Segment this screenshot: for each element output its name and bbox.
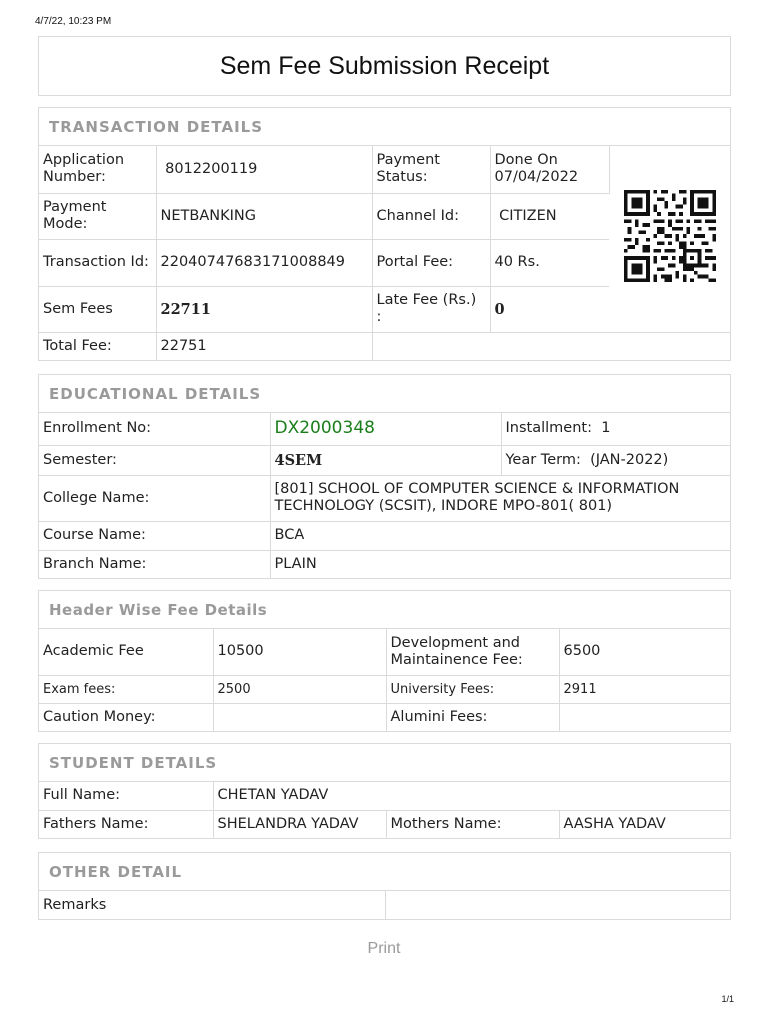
transaction-table — [39, 146, 730, 360]
education-table — [39, 413, 730, 578]
mother-name-label: Mothers Name: — [386, 810, 559, 838]
fee-details-section — [38, 590, 731, 732]
other-detail-section — [38, 852, 731, 920]
installment-cell — [501, 413, 730, 445]
other-table — [39, 891, 730, 919]
student-table — [39, 782, 730, 838]
student-details-heading: STUDENT DETAILS — [39, 744, 730, 782]
enrollment-label: Enrollment No: — [39, 413, 270, 445]
year-term-value: (JAN-2022) — [590, 451, 669, 468]
table-row — [39, 703, 730, 731]
transaction-id-label: Transaction Id: — [39, 239, 156, 286]
total-fee-value: 22751 — [156, 332, 372, 360]
academic-fee-label: Academic Fee — [39, 629, 213, 675]
channel-id-label: Channel Id: — [372, 193, 490, 239]
payment-mode-value: NETBANKING — [156, 193, 372, 239]
other-detail-heading: OTHER DETAIL — [39, 853, 730, 891]
fee-details-heading: Header Wise Fee Details — [39, 591, 730, 629]
portal-fee-value: 40 Rs. — [490, 239, 609, 286]
educational-details-section — [38, 374, 731, 579]
year-term-label: Year Term: — [505, 451, 581, 468]
qr-code-cell — [609, 146, 730, 332]
college-value: [801] SCHOOL OF COMPUTER SCIENCE & INFORMATION TECHNOLOGY (SCSIT), INDORE MPO-801( 801) — [270, 475, 730, 521]
student-details-section — [38, 743, 731, 839]
payment-status-value: Done On 07/04/2022 — [490, 146, 609, 193]
table-row — [39, 521, 730, 550]
caution-money-label: Caution Money: — [39, 703, 213, 731]
installment-label: Installment: — [505, 420, 592, 437]
branch-value: PLAIN — [274, 555, 317, 572]
title-box — [38, 36, 731, 96]
transaction-details-heading: TRANSACTION DETAILS — [39, 108, 730, 146]
transaction-details-section — [38, 107, 731, 361]
table-row — [39, 146, 730, 193]
empty-cell — [372, 332, 730, 360]
alumni-fees-value — [559, 703, 730, 731]
full-name-label: Full Name: — [39, 782, 213, 810]
mother-name-value: AASHA YADAV — [563, 815, 666, 832]
exam-fees-label: Exam fees: — [39, 675, 213, 703]
exam-fees-value: 2500 — [213, 675, 386, 703]
table-row — [39, 445, 730, 475]
university-fees-label: University Fees: — [386, 675, 559, 703]
table-row — [39, 475, 730, 521]
table-row — [39, 550, 730, 578]
table-row — [39, 332, 730, 360]
late-fee-label: Late Fee (Rs.) : — [372, 286, 490, 332]
table-row — [39, 810, 730, 838]
father-name-label: Fathers Name: — [39, 810, 213, 838]
table-row — [39, 782, 730, 810]
page-title: Sem Fee Submission Receipt — [219, 51, 550, 80]
year-term-cell — [501, 445, 730, 475]
fee-table — [39, 629, 730, 731]
full-name-value: CHETAN YADAV — [213, 782, 730, 810]
remarks-label: Remarks — [39, 891, 385, 919]
table-row — [39, 891, 730, 919]
print-button[interactable]: Print — [367, 940, 401, 957]
remarks-value — [385, 891, 730, 919]
table-row — [39, 629, 730, 675]
semester-value: 4SEM — [270, 445, 501, 475]
total-fee-label: Total Fee: — [39, 332, 156, 360]
enrollment-value: DX2000348 — [270, 413, 501, 445]
application-number-value: 8012200119 — [156, 146, 372, 193]
installment-value: 1 — [601, 420, 611, 437]
payment-status-label: Payment Status: — [372, 146, 490, 193]
semester-label: Semester: — [39, 445, 270, 475]
branch-label: Branch Name: — [39, 550, 270, 578]
college-label: College Name: — [39, 475, 270, 521]
transaction-id-value: 22040747683171008849 — [156, 239, 372, 286]
qr-code-icon — [622, 190, 718, 282]
sem-fees-value: 22711 — [156, 286, 372, 332]
channel-id-value: CITIZEN — [490, 193, 609, 239]
late-fee-value: 0 — [490, 286, 609, 332]
page-number: 1/1 — [721, 994, 734, 1004]
educational-details-heading: EDUCATIONAL DETAILS — [39, 375, 730, 413]
course-value: BCA — [270, 521, 730, 550]
print-timestamp: 4/7/22, 10:23 PM — [35, 16, 112, 27]
development-fee-value: 6500 — [559, 629, 730, 675]
portal-fee-label: Portal Fee: — [372, 239, 490, 286]
university-fees-value: 2911 — [559, 675, 730, 703]
development-fee-label: Development and Maintainence Fee: — [386, 629, 559, 675]
payment-mode-label: Payment Mode: — [39, 193, 156, 239]
application-number-label: Application Number: — [39, 146, 156, 193]
course-label: Course Name: — [39, 521, 270, 550]
academic-fee-value: 10500 — [213, 629, 386, 675]
sem-fees-label: Sem Fees — [39, 286, 156, 332]
father-name-value: SHELANDRA YADAV — [213, 810, 386, 838]
table-row — [39, 675, 730, 703]
table-row — [39, 413, 730, 445]
alumni-fees-label: Alumini Fees: — [386, 703, 559, 731]
caution-money-value — [213, 703, 386, 731]
